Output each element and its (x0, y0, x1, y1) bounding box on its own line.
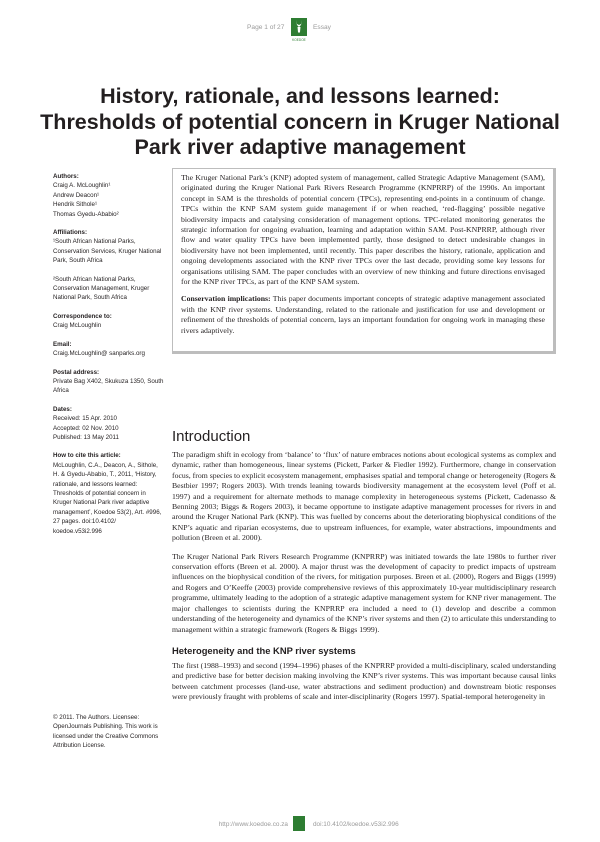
author-name: Craig A. McLoughlin¹ (53, 182, 111, 190)
received-date: Received: 15 Apr. 2010 (53, 415, 117, 423)
introduction-heading: Introduction (172, 428, 251, 445)
affiliations-section (53, 228, 165, 303)
article-sidebar (53, 172, 165, 750)
citation-label: How to cite this article: (53, 452, 121, 460)
accepted-date: Accepted: 02 Nov. 2010 (53, 424, 119, 432)
article-body (172, 428, 556, 703)
author-name: Hendrik Sithole¹ (53, 201, 98, 209)
implications-text: This paper documents important concepts of strategic adaptive management associated with the KNP river systems. Understanding, related to the rationale and justification for use and development or refinement of the thresholds of potential concern, lays an important foundation for ongoing work in managing these rivers adaptively. (181, 294, 545, 335)
dates-section (53, 405, 165, 443)
conservation-implications (181, 294, 545, 336)
correspondence-name: Craig McLoughlin (53, 322, 102, 330)
author-name: Andrew Deacon¹ (53, 191, 100, 199)
journal-url[interactable]: http://www.koedoe.co.za (218, 821, 288, 828)
postal-address: Private Bag X402, Skukuza 1350, South Africa (53, 377, 164, 395)
implications-label: Conservation implications: (181, 294, 271, 304)
abstract-box (172, 168, 556, 354)
paper-title: History, rationale, and lessons learned: Thresholds of potential concern in Kruger National Park river adaptive management (40, 84, 560, 159)
abstract-text: The Kruger National Park’s (KNP) adopted system of management, called Strategic Adaptive Management (SAM), originated during the Kruger National Park Rivers Research Programme (KNPRRP) of the 1990s. An important concept in SAM is the thresholds of potential concern (TPCs), representing end-points in a continuum of change. TPCs within the KNP SAM system guide management if or when reached, ‘red-flagging’ possible negative biodiversity impacts and catalysing consideration of management options. TPC-related monitoring generates the strategic information for ongoing evaluation, learning and adaptation within SAM. Post-KNPRRP, although river flow and water quality TPCs have been implemented partly, those designed to detect undesirable changes in biodiversity have not been implemented, until recently. This paper describes the history, rationale, application and ongoing developments associated with the KNP river TPCs over the last decade, providing some key lessons for organisations utilising SAM. The paper concludes with an overview of new thinking and future directions envisaged for the KNP river TPCs, as part of the KNP SAM system. (181, 173, 545, 287)
email-section (53, 340, 165, 359)
affiliation-text: ¹South African National Parks, Conservation Services, Kruger National Park, South Africa (53, 238, 162, 265)
correspondence-label: Correspondence to: (53, 312, 112, 320)
citation-section (53, 451, 165, 536)
author-name: Thomas Gyedu-Ababio² (53, 210, 119, 218)
affiliation-text: ²South African National Parks, Conservation Management, Kruger National Park, South Africa (53, 275, 150, 302)
page-number: Page 1 of 27 (247, 24, 285, 31)
footer-marker (293, 816, 305, 831)
body-paragraph: The first (1988–1993) and second (1994–1996) phases of the KNPRRP provided a multi-disciplinary, scaled understanding and predictive base for better decision making involving the KNP’s river systems. This was important because causal links between catchment processes (land-use, water abstractions and sediment production) and downstream biotic responses were previously fraught with problems of scale and inter-disciplinarity (Rogers 1997). Spatial-temporal heterogeneity in (172, 660, 556, 702)
postal-label: Postal address: (53, 368, 100, 376)
body-paragraph: The Kruger National Park Rivers Research Programme (KNPRRP) was initiated towards the late 1980s to further river conservation efforts (Breen et al. 2000). A major thrust was the development of capacity to predict impacts of upstream influences on the biophysical condition of the rivers, for mitigation purposes. Breen et al. (2000), Rogers and Biggs (1999) and Rogers and O’Keeffe (2003) provide comprehensive reviews of this approximately 10-year multidisciplinary research programme, ultimately leading to the adoption of a strategic adaptive management system for KNP river management. The major challenges to scientists during the KNPRRP era included a need to (1) develop and describe a common understanding of the heterogeneity and dynamics of the KNP’s river systems and then (2) to articulate this understanding to management within a strategic framework (Rogers & Biggs 1999). (172, 551, 556, 634)
kudu-icon (291, 18, 307, 36)
email-link[interactable]: Craig.McLoughlin@ sanparks.org (53, 350, 145, 358)
journal-logo (291, 18, 307, 36)
subsection-heading: Heterogeneity and the KNP river systems (172, 644, 356, 656)
section-label: Essay (313, 24, 331, 31)
email-label: Email: (53, 340, 72, 348)
correspondence-section (53, 312, 165, 331)
postal-section (53, 368, 165, 396)
license-text: © 2011. The Authors. Licensee: OpenJournals Publishing. This work is licensed under the Creative Commons Attribution License. (53, 714, 159, 750)
authors-label: Authors: (53, 173, 79, 180)
doi-link[interactable]: doi:10.4102/koedoe.v53i2.996 (313, 821, 399, 828)
authors-section (53, 172, 165, 219)
published-date: Published: 13 May 2011 (53, 433, 119, 441)
journal-logo-text: KOEDOE (292, 38, 306, 42)
citation-text: McLoughlin, C.A., Deacon, A., Sithole, H. & Gyedu-Ababio, T., 2011, ‘History, rationale, and lessons learned: Thresholds of potential concern in Kruger National Park river adaptive management’, Koedoe 53(2), Art. #996, 27 pages. doi:10.4102/ koedoe.v53i2.996 (53, 461, 162, 535)
affiliations-label: Affiliations: (53, 229, 88, 237)
dates-label: Dates: (53, 405, 72, 413)
body-paragraph: The paradigm shift in ecology from ‘balance’ to ‘flux’ of nature embraces notions about ecological systems as complex and dynamic, rather than homogeneous, linear systems (Pickett, Parker & Fiedler 1992). Furthermore, change in conservation focus, from species to explicit ecosystem management, emphasises spatial and temporal change or heterogeneity (Rogers & Bestbier 1997; Rogers 2003). With trends leaning towards biodiversity management at the ecosystem level (Poff et al. 1997) and a requirement for alternate methods to manage complexity in heterogeneous systems (Pickett, Cadenasso & Benning 2003; Biggs & Rogers 2003), it became opportune to instigate adaptive management processes for rivers in and around the Kruger National Park (KNP). This was fuelled by concerns about the deteriorating biophysical conditions of the KNP’s aquatic and riparian ecosystems, due to upstream influences, for example, water abstractions, impoundments and pollution (Breen et al. 2000). (172, 450, 556, 543)
